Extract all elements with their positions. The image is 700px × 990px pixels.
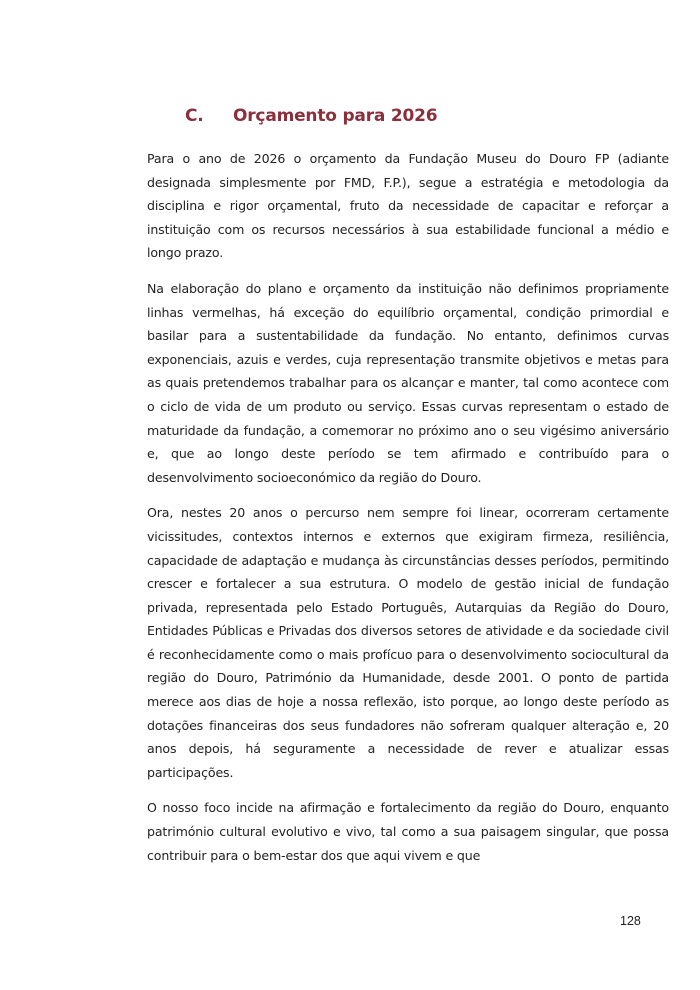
section-number: C.: [185, 106, 204, 126]
paragraph: O nosso foco incide na afirmação e fortalecimento da região do Douro, enquanto património cultural evolutivo e vivo, tal como a sua paisagem singular, que possa contribuir para o bem-estar dos que aqui vivem e que: [147, 800, 669, 863]
paragraph: Para o ano de 2026 o orçamento da Fundação Museu do Douro FP (adiante designada simplesmente por FMD, F.P.), segue a estratégia e metodologia da disciplina e rigor orçamental, fruto da necessidade de capacitar e reforçar a instituição com os recursos necessários à sua estabilidade funcional a médio e longo prazo.: [147, 151, 669, 261]
body-text: [147, 147, 669, 879]
section-heading: [185, 106, 437, 126]
page-number: 128: [620, 914, 641, 928]
paragraph: Na elaboração do plano e orçamento da instituição não definimos propriamente linhas vermelhas, há exceção do equilíbrio orçamental, condição primordial e basilar para a sustentabilidade da fundação. No entanto, definimos curvas exponenciais, azuis e verdes, cuja representação transmite objetivos e metas para as quais pretendemos trabalhar para os alcançar e manter, tal como acontece com o ciclo de vida de um produto ou serviço. Essas curvas representam o estado de maturidade da fundação, a comemorar no próximo ano o seu vigésimo aniversário e, que ao longo deste período se tem afirmado e contribuído para o desenvolvimento socioeconómico da região do Douro.: [147, 280, 669, 485]
section-title: Orçamento para 2026: [233, 106, 438, 126]
paragraph: Ora, nestes 20 anos o percurso nem sempre foi linear, ocorreram certamente vicissitudes, contextos internos e externos que exigiram firmeza, resiliência, capacidade de adaptação e mudança às circunstâncias desses períodos, permitindo crescer e fortalecer a sua estrutura. O modelo de gestão inicial de fundação privada, representada pelo Estado Português, Autarquias da Região do Douro, Entidades Públicas e Privadas dos diversos setores de atividade e da sociedade civil é reconhecidamente como o mais profícuo para o desenvolvimento sociocultural da região do Douro, Património da Humanidade, desde 2001. O ponto de partida merece aos dias de hoje a nossa reflexão, isto porque, ao longo deste período as dotações financeiras dos seus fundadores não sofreram qualquer alteração e, 20 anos depois, há seguramente a necessidade de rever e atualizar essas participações.: [147, 505, 669, 780]
